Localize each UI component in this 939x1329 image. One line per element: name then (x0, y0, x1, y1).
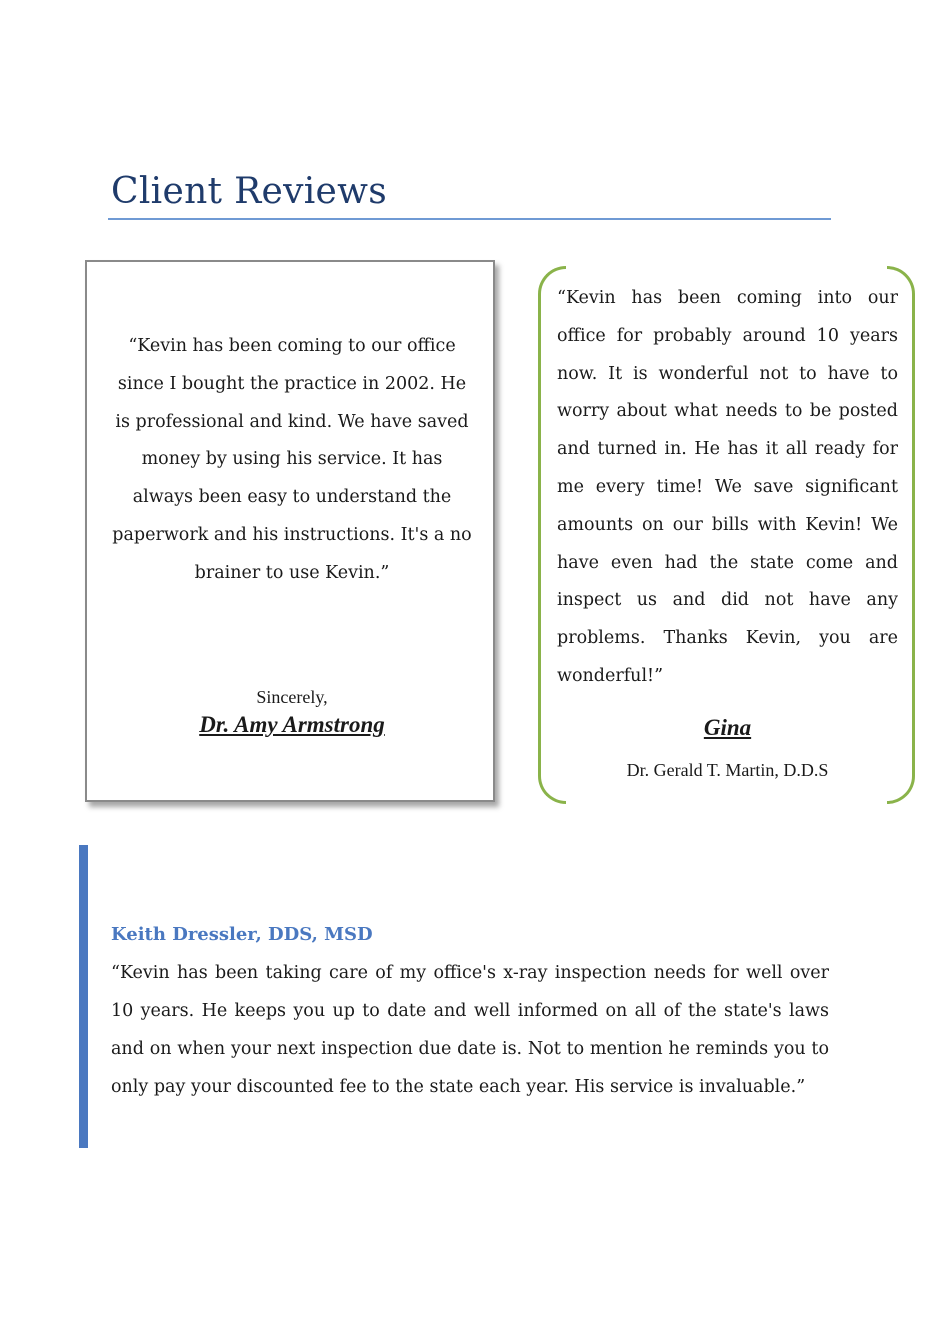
page-title: Client Reviews (111, 171, 388, 212)
review-signature-left: Dr. Amy Armstrong (199, 712, 385, 737)
accent-bar (79, 845, 88, 1148)
review-organization-right: Dr. Gerald T. Martin, D.D.S (626, 760, 829, 780)
review-box-right (557, 280, 898, 780)
title-rule (108, 218, 831, 220)
review-box-left (85, 260, 495, 802)
review-quote-left: “Kevin has been coming to our office since I bought the practice in 2002. He is professional and kind. We have saved money by using his service. It has always been easy to understand the paperwork and his instructions. It's a no brainer to use Kevin.” (112, 336, 472, 583)
review-quote-right: “Kevin has been coming into our office for probably around 10 years now. It is wonderful not to have to worry about what needs to be posted and turned in. He has it all ready for me every time! We save significant amounts on our bills with Kevin! We have even had the state come and inspect us and did not have any problems. Thanks Kevin, you are wonderful!” (557, 288, 898, 686)
review-quote-bottom: “Kevin has been taking care of my office's x-ray inspection needs for well over 10 years. He keeps you up to date and well informed on all of the state's laws and on when your next inspection due date is. Not to mention he reminds you to only pay your discounted fee to the state each year. His service is invaluable.” (111, 963, 829, 1097)
review-signature-right: Gina (703, 715, 752, 740)
review-author-bottom: Keith Dressler, DDS, MSD (111, 924, 373, 945)
review-closing-left: Sincerely, (256, 687, 328, 707)
